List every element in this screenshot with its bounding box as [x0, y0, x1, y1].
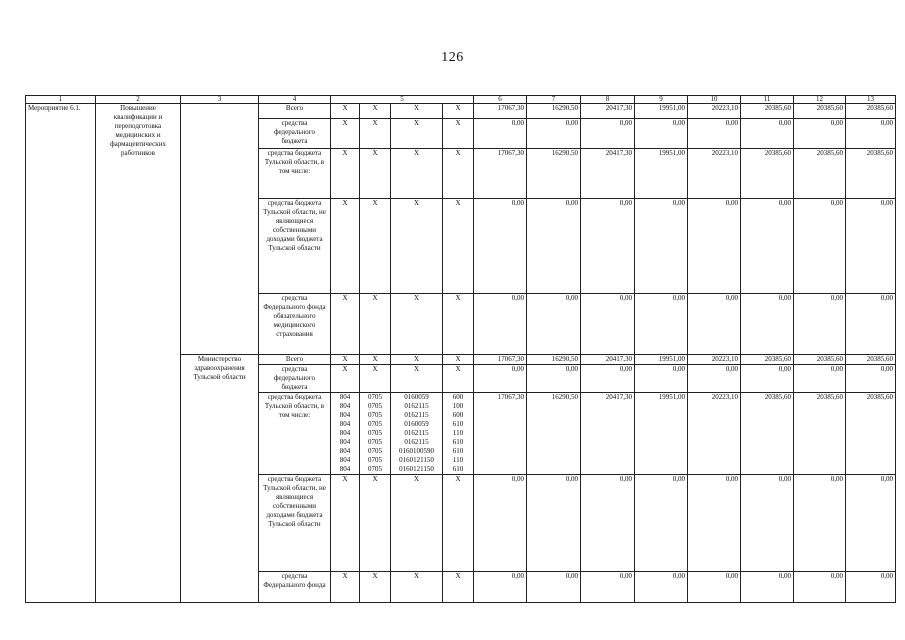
source-cell: средства Федерального фонда обязательного медицинского страхования	[259, 294, 331, 355]
value-cell: 17067,30	[474, 149, 527, 199]
code-cell: X	[391, 119, 443, 149]
value-cell: 0,00	[581, 365, 635, 393]
code-list: 0705 0705 0705 0705 0705 0705 0705 0705 0705	[368, 393, 382, 473]
code-cell	[331, 393, 360, 475]
value-cell: 0,00	[846, 199, 896, 294]
column-header: 11	[741, 96, 794, 104]
code-cell: X	[360, 294, 391, 355]
value-cell: 0,00	[741, 475, 794, 572]
column-header: 13	[846, 96, 896, 104]
code-cell: X	[360, 119, 391, 149]
value-cell: 0,00	[527, 119, 581, 149]
code-cell: X	[331, 104, 360, 119]
code-cell	[360, 393, 391, 475]
value-cell: 20385,60	[741, 149, 794, 199]
value-cell: 0,00	[846, 475, 896, 572]
value-cell: 0,00	[794, 475, 846, 572]
value-cell: 20385,60	[741, 355, 794, 365]
value-cell: 0,00	[635, 475, 688, 572]
source-cell: Всего	[259, 355, 331, 365]
code-cell	[391, 393, 443, 475]
code-cell: X	[331, 149, 360, 199]
value-cell: 20385,60	[794, 355, 846, 365]
code-cell: X	[391, 355, 443, 365]
value-cell: 0,00	[794, 294, 846, 355]
value-cell: 0,00	[474, 294, 527, 355]
code-cell: X	[443, 104, 474, 119]
value-cell: 19951,00	[635, 355, 688, 365]
value-cell: 0,00	[688, 294, 741, 355]
value-cell: 19951,00	[635, 393, 688, 475]
value-cell: 20385,60	[846, 393, 896, 475]
value-cell: 0,00	[581, 475, 635, 572]
executor-cell	[181, 104, 259, 355]
value-cell: 20223,10	[688, 104, 741, 119]
source-cell: Всего	[259, 104, 331, 119]
code-cell: X	[360, 355, 391, 365]
executor-cell: Министерство здравоохранения Тульской области	[181, 355, 259, 603]
column-header: 4	[259, 96, 331, 104]
value-cell: 0,00	[474, 475, 527, 572]
value-cell: 0,00	[688, 572, 741, 603]
code-cell: X	[331, 294, 360, 355]
column-header: 7	[527, 96, 581, 104]
value-cell: 20223,10	[688, 355, 741, 365]
value-cell: 16290,50	[527, 149, 581, 199]
code-cell: X	[391, 572, 443, 603]
column-header: 9	[635, 96, 688, 104]
value-cell: 0,00	[635, 119, 688, 149]
source-cell: средства федерального бюджета	[259, 365, 331, 393]
event-number: Мероприятие 6.1.	[26, 104, 96, 603]
value-cell: 20385,60	[846, 355, 896, 365]
code-cell: X	[391, 149, 443, 199]
source-cell: средства бюджета Тульской области, не являющиеся собственными доходами бюджета Тульской области	[259, 199, 331, 294]
value-cell: 0,00	[581, 119, 635, 149]
source-cell: средства бюджета Тульской области, не являющиеся собственными доходами бюджета Тульской области	[259, 475, 331, 572]
code-cell: X	[331, 572, 360, 603]
code-cell: X	[331, 119, 360, 149]
code-cell: X	[360, 199, 391, 294]
code-cell: X	[391, 199, 443, 294]
page-number: 126	[441, 50, 464, 65]
code-cell: X	[443, 475, 474, 572]
column-header: 8	[581, 96, 635, 104]
header-row	[26, 96, 896, 104]
value-cell: 0,00	[635, 199, 688, 294]
value-cell: 0,00	[527, 365, 581, 393]
code-list: 600 100 600 610 110 610 610 110 610	[452, 393, 464, 473]
value-cell: 0,00	[741, 572, 794, 603]
column-header: 10	[688, 96, 741, 104]
code-cell: X	[443, 572, 474, 603]
code-cell: X	[331, 355, 360, 365]
code-cell: X	[391, 104, 443, 119]
code-cell: X	[443, 149, 474, 199]
code-cell: X	[360, 149, 391, 199]
value-cell: 0,00	[794, 199, 846, 294]
value-cell: 17067,30	[474, 355, 527, 365]
value-cell: 16290,50	[527, 104, 581, 119]
value-cell: 0,00	[635, 365, 688, 393]
code-cell: X	[443, 199, 474, 294]
value-cell: 20223,10	[688, 393, 741, 475]
value-cell: 16290,50	[527, 393, 581, 475]
column-header: 1	[26, 96, 96, 104]
value-cell: 0,00	[581, 294, 635, 355]
value-cell: 0,00	[688, 119, 741, 149]
table-row	[26, 104, 896, 119]
code-cell: X	[360, 104, 391, 119]
value-cell: 0,00	[741, 294, 794, 355]
source-cell: средства федерального бюджета	[259, 119, 331, 149]
value-cell: 0,00	[846, 572, 896, 603]
code-cell: X	[391, 294, 443, 355]
value-cell: 20385,60	[794, 393, 846, 475]
code-cell: X	[443, 119, 474, 149]
value-cell: 20385,60	[741, 393, 794, 475]
code-cell: X	[443, 355, 474, 365]
value-cell: 19951,00	[635, 104, 688, 119]
value-cell: 0,00	[474, 365, 527, 393]
value-cell: 0,00	[581, 572, 635, 603]
value-cell: 0,00	[688, 365, 741, 393]
value-cell: 20417,30	[581, 355, 635, 365]
value-cell: 20417,30	[581, 149, 635, 199]
value-cell: 0,00	[741, 119, 794, 149]
value-cell: 0,00	[688, 199, 741, 294]
value-cell: 0,00	[741, 199, 794, 294]
value-cell: 0,00	[474, 199, 527, 294]
value-cell: 20417,30	[581, 393, 635, 475]
value-cell: 20385,60	[846, 104, 896, 119]
column-header: 2	[96, 96, 181, 104]
value-cell: 17067,30	[474, 104, 527, 119]
value-cell: 0,00	[474, 572, 527, 603]
code-cell: X	[443, 365, 474, 393]
code-cell: X	[391, 365, 443, 393]
value-cell: 0,00	[846, 294, 896, 355]
code-cell: X	[443, 294, 474, 355]
code-cell: X	[360, 475, 391, 572]
code-cell: X	[391, 475, 443, 572]
code-cell: X	[331, 475, 360, 572]
value-cell: 20385,60	[794, 104, 846, 119]
value-cell: 0,00	[741, 365, 794, 393]
value-cell: 20385,60	[794, 149, 846, 199]
code-cell: X	[331, 365, 360, 393]
value-cell: 0,00	[635, 572, 688, 603]
column-header: 12	[794, 96, 846, 104]
value-cell: 0,00	[794, 119, 846, 149]
source-cell: средства бюджета Тульской области, в том числе:	[259, 393, 331, 475]
value-cell: 0,00	[846, 119, 896, 149]
code-cell	[443, 393, 474, 475]
value-cell: 0,00	[635, 294, 688, 355]
value-cell: 16290,50	[527, 355, 581, 365]
value-cell: 0,00	[794, 572, 846, 603]
value-cell: 20385,60	[846, 149, 896, 199]
value-cell: 0,00	[527, 199, 581, 294]
budget-table	[25, 95, 896, 603]
value-cell: 20417,30	[581, 104, 635, 119]
value-cell: 0,00	[474, 119, 527, 149]
value-cell: 20385,60	[741, 104, 794, 119]
code-cell: X	[360, 365, 391, 393]
code-cell: X	[331, 199, 360, 294]
code-list: 0160059 0162115 0162115 0160059 0162115 0162115 0160100590 0160121150 0160121150	[399, 393, 434, 473]
source-cell: средства бюджета Тульской области, в том числе:	[259, 149, 331, 199]
code-list: 804 804 804 804 804 804 804 804 804	[339, 393, 351, 473]
value-cell: 17067,30	[474, 393, 527, 475]
value-cell: 0,00	[846, 365, 896, 393]
value-cell: 0,00	[527, 475, 581, 572]
column-header: 5	[331, 96, 474, 104]
value-cell: 19951,00	[635, 149, 688, 199]
value-cell: 20223,10	[688, 149, 741, 199]
code-cell: X	[360, 572, 391, 603]
event-name: Повышение квалификации и переподготовка медицинских и фармацевтических работников	[96, 104, 181, 603]
value-cell: 0,00	[527, 572, 581, 603]
source-cell: средства Федерального фонда	[259, 572, 331, 603]
value-cell: 0,00	[581, 199, 635, 294]
value-cell: 0,00	[794, 365, 846, 393]
value-cell: 0,00	[527, 294, 581, 355]
column-header: 6	[474, 96, 527, 104]
column-header: 3	[181, 96, 259, 104]
value-cell: 0,00	[688, 475, 741, 572]
